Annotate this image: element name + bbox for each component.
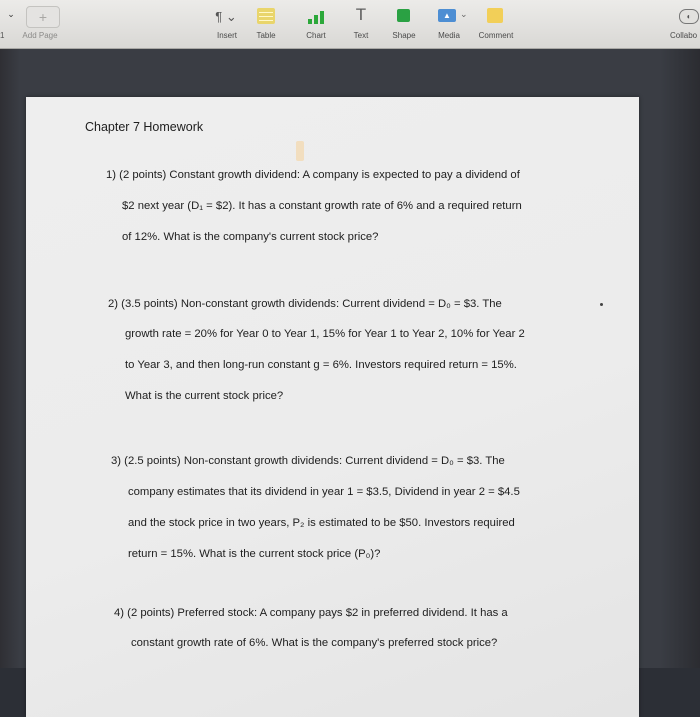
document-page[interactable] [26, 97, 639, 717]
add-page-button[interactable] [26, 6, 60, 28]
shape-icon[interactable] [397, 9, 410, 22]
document-canvas[interactable] [0, 49, 700, 668]
table-icon[interactable] [257, 8, 275, 24]
chart-label: Chart [306, 31, 326, 40]
media-chevron-icon[interactable]: ⌄ [460, 9, 468, 19]
question-4-line: 4) (2 points) Preferred stock: A company pays $2 in preferred dividend. It has a [114, 607, 508, 619]
toolbar [0, 0, 700, 49]
question-3-line: return = 15%. What is the current stock price (P₀)? [128, 548, 381, 560]
question-3-line: and the stock price in two years, P₂ is estimated to be $50. Investors required [128, 517, 515, 529]
add-page-label: Add Page [22, 31, 58, 40]
insert-label: Insert [216, 31, 238, 40]
question-1-line: $2 next year (D₁ = $2). It has a constant growth rate of 6% and a required return [122, 200, 522, 212]
chart-icon-bar [314, 15, 318, 24]
media-icon[interactable]: ▲ [438, 9, 456, 22]
left-edge-label: 1 [0, 31, 5, 40]
question-2-line: growth rate = 20% for Year 0 to Year 1, 15% for Year 1 to Year 2, 10% for Year 2 [125, 328, 525, 340]
chart-icon[interactable] [305, 8, 327, 24]
shape-label: Shape [392, 31, 416, 40]
decorative-dot [600, 303, 603, 306]
question-3-line: company estimates that its dividend in year 1 = $3.5, Dividend in year 2 = $4.5 [128, 486, 520, 498]
question-1-line: 1) (2 points) Constant growth dividend: A company is expected to pay a dividend of [106, 169, 520, 181]
chart-icon-bar [308, 19, 312, 24]
collaborate-label: Collabo [670, 31, 698, 40]
question-2-line: 2) (3.5 points) Non-constant growth dividends: Current dividend = D₀ = $3. The [108, 298, 502, 310]
plus-icon: + [38, 9, 48, 25]
insert-pilcrow-icon[interactable]: ¶ ⌄ [215, 9, 237, 24]
media-label: Media [438, 31, 460, 40]
chart-icon-bar [320, 11, 324, 24]
table-label: Table [256, 31, 276, 40]
text-icon[interactable]: T [355, 5, 367, 24]
collaborate-icon[interactable]: ◐ [679, 9, 699, 24]
document-title: Chapter 7 Homework [85, 120, 204, 134]
question-2-line: What is the current stock price? [125, 390, 284, 402]
chevron-down-icon[interactable]: ⌄ [7, 8, 15, 19]
question-4-line: constant growth rate of 6%. What is the company's preferred stock price? [131, 637, 498, 649]
text-cursor [296, 141, 304, 161]
comment-label: Comment [478, 31, 514, 40]
question-1-line: of 12%. What is the company's current stock price? [122, 231, 379, 243]
comment-icon[interactable] [487, 8, 503, 23]
question-2-line: to Year 3, and then long-run constant g = 6%. Investors required return = 15%. [125, 359, 517, 371]
text-label: Text [353, 31, 369, 40]
question-3-line: 3) (2.5 points) Non-constant growth dividends: Current dividend = D₀ = $3. The [111, 455, 505, 467]
